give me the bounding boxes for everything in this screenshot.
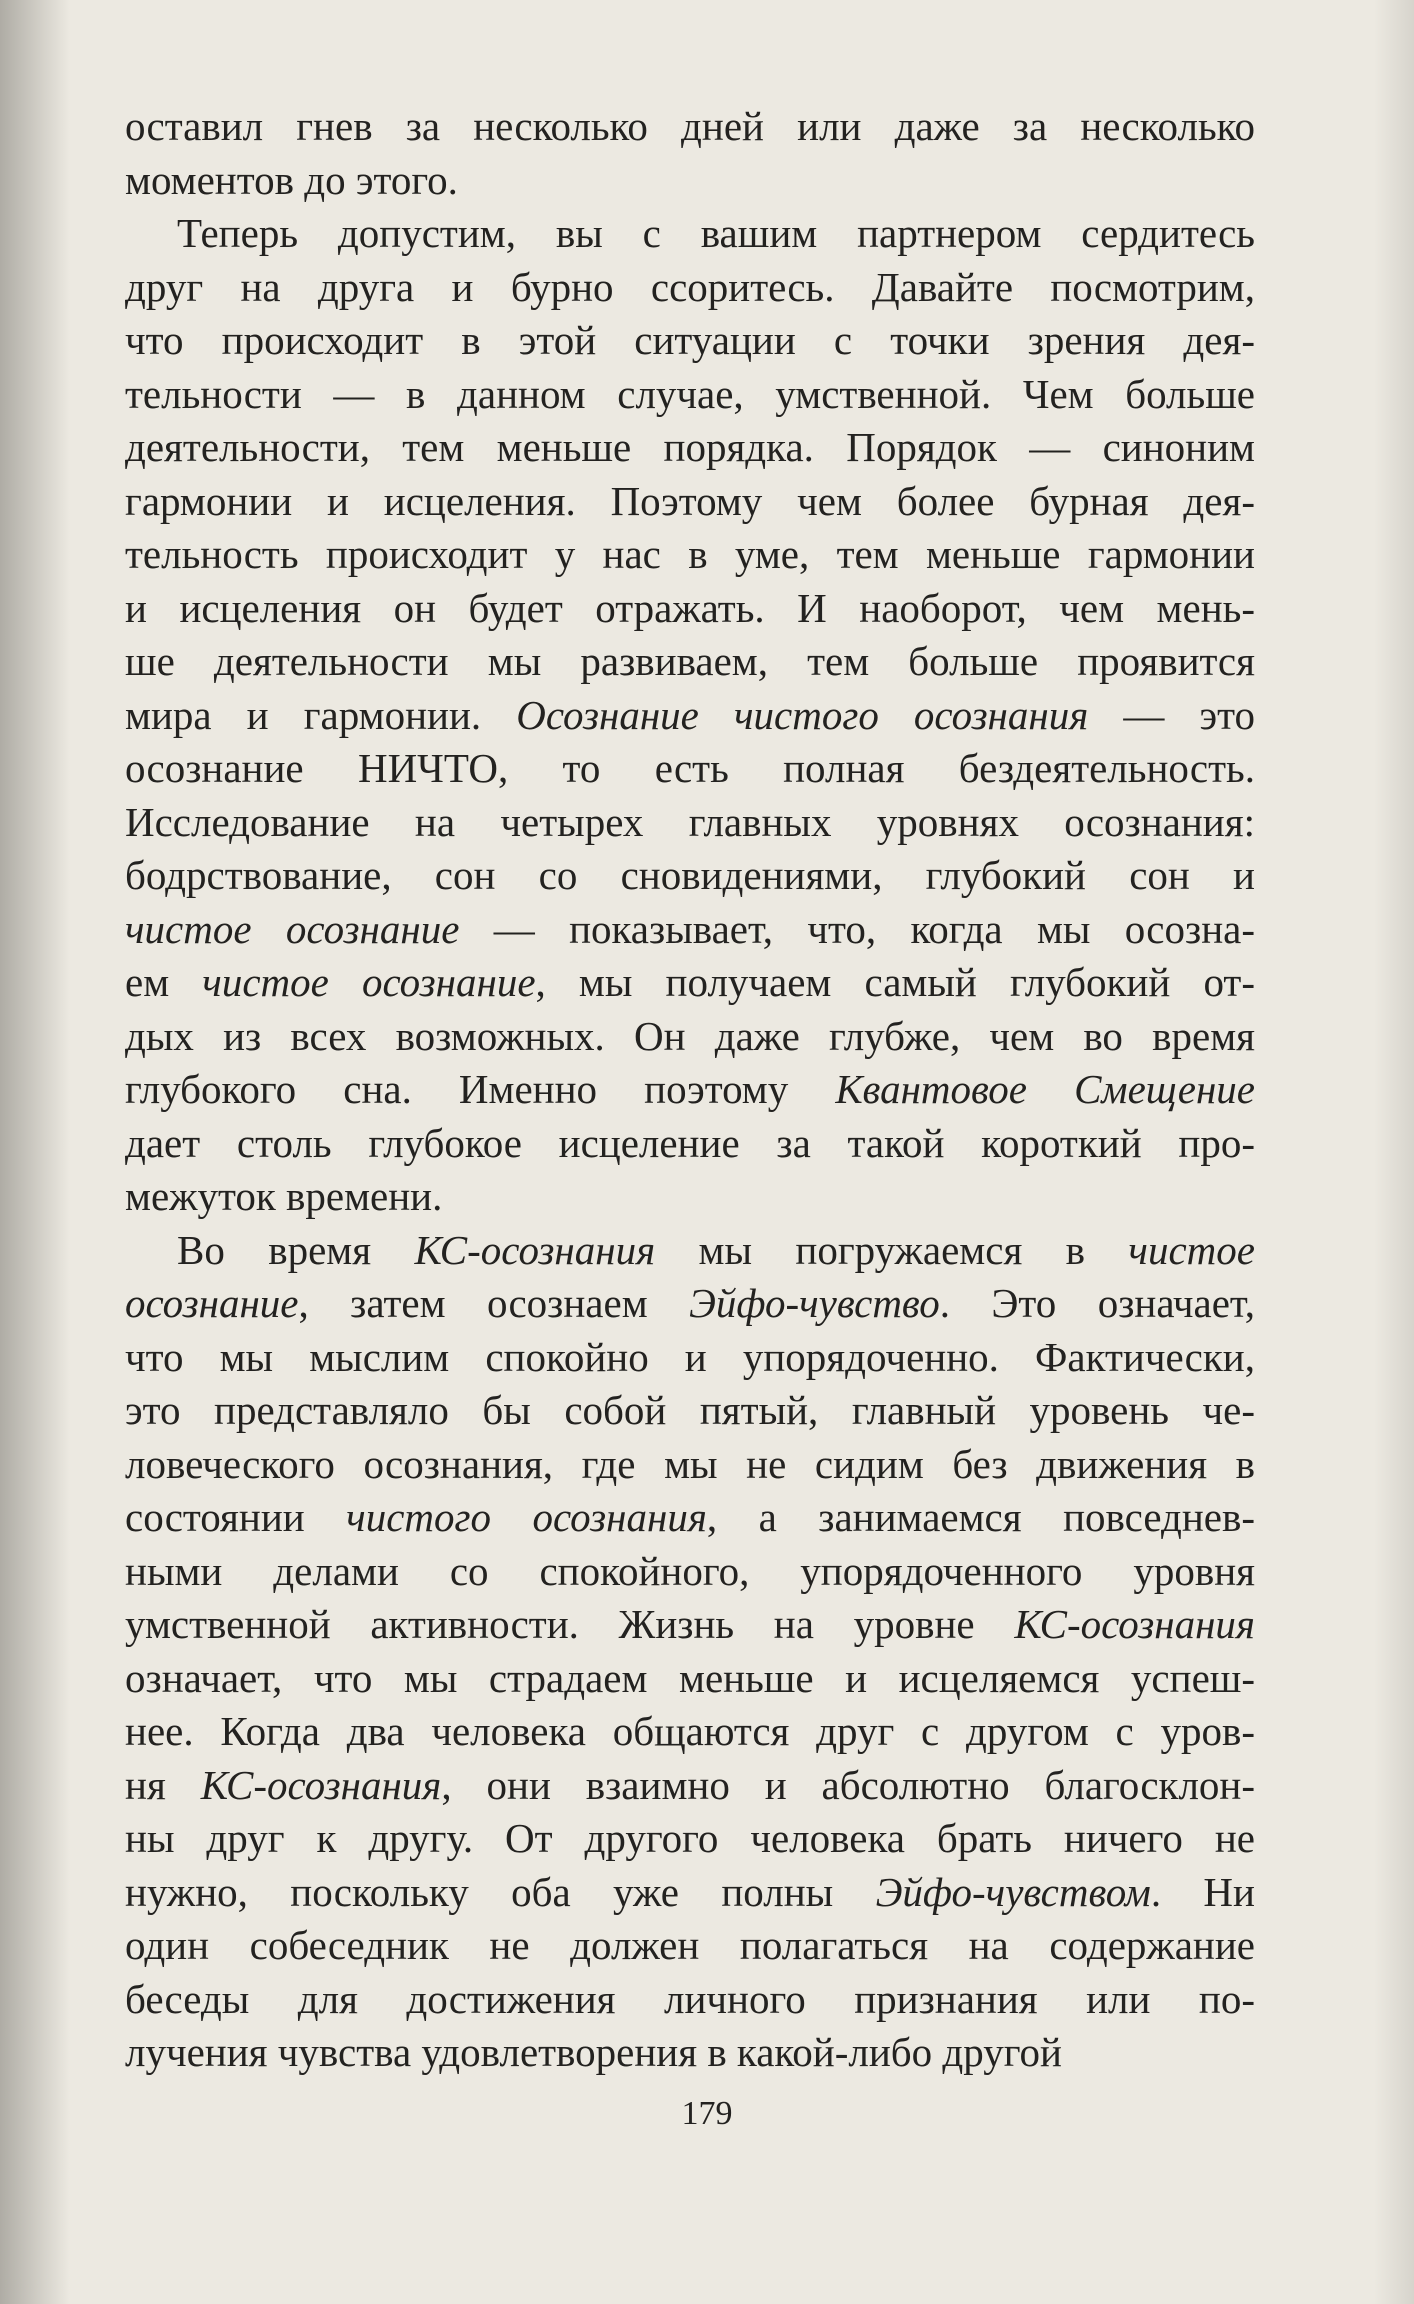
text-run: ными делами со спокойного, упорядоченного уровня [125, 1547, 1255, 1594]
text-line [125, 1117, 1255, 1171]
text-line [125, 314, 1255, 368]
italic-term: Осознание чистого осознания [516, 691, 1089, 738]
text-run: ше деятельности мы развиваем, тем больше проявится [125, 638, 1255, 684]
italic-term: КС-осознания [200, 1761, 442, 1808]
text-run: бодрствование, сон со сновидениями, глубокий сон и [125, 852, 1255, 898]
text-line [125, 421, 1255, 475]
text-run: ловеческого осознания, где мы не сидим без движения в [125, 1440, 1255, 1487]
text-line [125, 796, 1255, 850]
text-run: это представляло бы собой пятый, главный уровень че- [125, 1387, 1255, 1433]
text-line [125, 100, 1255, 154]
text-run: нужно, поскольку оба уже полны [125, 1868, 876, 1915]
text-line [125, 368, 1255, 422]
page-edge-shadow [1374, 0, 1414, 2304]
text-line [125, 635, 1255, 689]
text-run: ны друг к другу. От другого человека брать ничего не [125, 1815, 1255, 1861]
text-run: , затем осознаем [298, 1280, 690, 1326]
italic-term: осознание [125, 1280, 299, 1326]
paragraph [125, 1224, 1255, 2080]
italic-term: Эйфо-чувством [875, 1868, 1151, 1915]
text-line [125, 1010, 1255, 1064]
text-run: моментов до этого. [125, 156, 458, 203]
text-run: оставил гнев за несколько дней или даже за несколько [125, 103, 1255, 149]
text-run: тельность происходит у нас в уме, тем меньше гармонии [125, 531, 1255, 577]
text-line [125, 1545, 1255, 1599]
text-run: . Ни [1150, 1868, 1255, 1915]
italic-term: чистое [1128, 1226, 1255, 1273]
text-line [125, 1438, 1255, 1492]
text-run: что происходит в этой ситуации с точки зрения дея- [125, 317, 1255, 363]
page-gutter-shadow [0, 0, 70, 2304]
text-run: , они взаимно и абсолютно благосклон- [441, 1761, 1255, 1808]
text-run: гармонии и исцеления. Поэтому чем более бурная дея- [125, 477, 1255, 524]
text-run: друг на друга и бурно ссоритесь. Давайте посмотрим, [125, 263, 1255, 310]
text-run: — это [1088, 691, 1255, 738]
text-run: что мы мыслим спокойно и упорядоченно. Фактически, [125, 1333, 1255, 1380]
text-line [125, 1973, 1255, 2027]
text-run: Во время [177, 1226, 415, 1273]
text-run: ня [125, 1761, 201, 1808]
italic-term: Квантовое Смещение [835, 1066, 1255, 1112]
text-run: мы погружаемся в [655, 1226, 1129, 1273]
text-line [125, 475, 1255, 529]
text-line [125, 1063, 1255, 1117]
text-run: состоянии [125, 1494, 347, 1540]
italic-term: КС-осознания [414, 1226, 656, 1273]
page-number: 179 [681, 2095, 733, 2132]
body-text [125, 100, 1255, 2080]
text-run: дает столь глубокое исцеление за такой короткий про- [125, 1119, 1255, 1166]
text-run: глубокого сна. Именно поэтому [125, 1066, 836, 1112]
text-line [125, 1812, 1255, 1866]
text-line [125, 1598, 1255, 1652]
text-run: межуток времени. [125, 1173, 443, 1219]
text-line [125, 1170, 1255, 1224]
text-line [125, 1866, 1255, 1920]
text-line [125, 1652, 1255, 1706]
text-line [125, 1705, 1255, 1759]
text-run: , а занимаемся повседнев- [706, 1494, 1255, 1540]
italic-term: КС-осознания [1014, 1601, 1255, 1647]
text-run: мира и гармонии. [125, 691, 517, 738]
text-line [125, 1331, 1255, 1385]
text-line [125, 849, 1255, 903]
text-run: , мы получаем самый глубокий от- [535, 959, 1255, 1005]
text-run: деятельности, тем меньше порядка. Порядок — синоним [125, 424, 1255, 470]
italic-term: Эйфо-чувство [689, 1280, 940, 1326]
text-run: Исследование на четырех главных уровнях осознания: [125, 798, 1255, 845]
text-line [125, 1491, 1255, 1545]
paragraph [125, 100, 1255, 207]
text-run: лучения чувства удовлетворения в какой-либо другой [125, 2029, 1062, 2075]
paragraph [125, 207, 1255, 1224]
text-run: один собеседник не должен полагаться на содержание [125, 1922, 1255, 1968]
italic-term: чистое осознание [125, 905, 460, 952]
text-line [125, 528, 1255, 582]
text-run: означает, что мы страдаем меньше и исцеляемся успеш- [125, 1654, 1255, 1701]
text-run: ем [125, 959, 203, 1005]
text-line [125, 261, 1255, 315]
text-run: нее. Когда два человека общаются друг с другом с уров- [125, 1708, 1255, 1754]
text-run: осознание НИЧТО, то есть полная бездеятельность. [125, 745, 1255, 791]
text-run: и исцеления он будет отражать. И наоборот, чем мень- [125, 584, 1255, 631]
text-run: беседы для достижения личного признания или по- [125, 1975, 1255, 2022]
text-line [125, 956, 1255, 1010]
text-run: умственной активности. Жизнь на уровне [125, 1601, 1015, 1647]
italic-term: чистое осознание [202, 959, 536, 1005]
italic-term: чистого осознания [346, 1494, 707, 1540]
text-line [125, 903, 1255, 957]
text-line [125, 154, 1255, 208]
text-run: Теперь допустим, вы с вашим партнером сердитесь [177, 210, 1255, 256]
text-line [125, 2026, 1255, 2080]
text-line [125, 1277, 1255, 1331]
text-line [125, 1224, 1255, 1278]
text-run: . Это означает, [939, 1280, 1255, 1326]
text-line [125, 1384, 1255, 1438]
text-line [125, 742, 1255, 796]
text-line [125, 1759, 1255, 1813]
text-line [125, 207, 1255, 261]
text-run: дых из всех возможных. Он даже глубже, чем во время [125, 1012, 1255, 1059]
text-run: — показывает, что, когда мы осозна- [459, 905, 1255, 952]
text-run: тельности — в данном случае, умственной. Чем больше [125, 370, 1255, 417]
text-line [125, 582, 1255, 636]
text-line [125, 689, 1255, 743]
text-line [125, 1919, 1255, 1973]
